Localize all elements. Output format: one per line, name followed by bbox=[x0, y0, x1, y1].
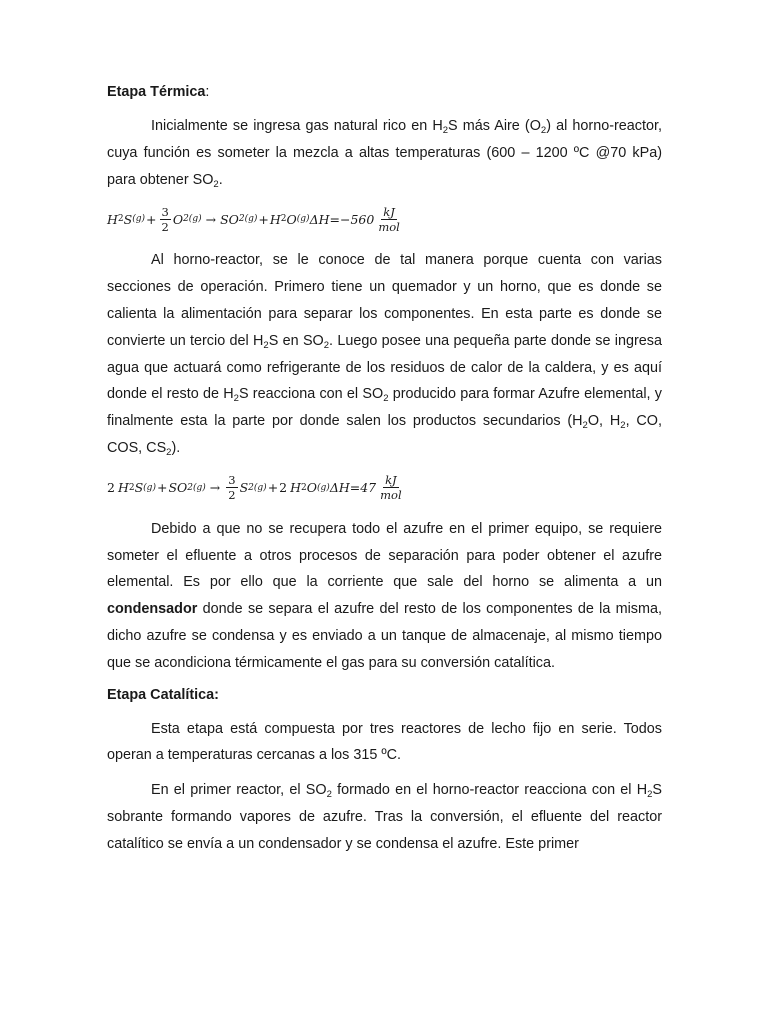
subscript: 2 bbox=[323, 339, 330, 351]
eq-symbol: H bbox=[290, 480, 302, 496]
subscript: 2 bbox=[263, 339, 269, 351]
eq-symbol: S bbox=[134, 480, 144, 496]
fraction-numerator: kJ bbox=[385, 473, 397, 488]
text-run: Debido a que no se recupera todo el azufre en el primer equipo, se requiere someter el efluente a otros procesos de separación para poder obtener el azufre elemental. Es por ello que la corriente que sale del horno se alimenta a un bbox=[107, 520, 662, 591]
eq-operator: + bbox=[258, 211, 269, 227]
eq-arrow: → bbox=[205, 211, 217, 227]
text-run: S reacciona con el SO bbox=[238, 386, 384, 403]
eq-fraction bbox=[226, 473, 237, 502]
subscript: 2 bbox=[647, 789, 653, 801]
heading-text: Etapa Térmica bbox=[107, 84, 206, 100]
text-run: formado en el horno-reactor reacciona con el H bbox=[331, 782, 648, 799]
fraction-denominator: 2 bbox=[228, 488, 236, 503]
equation-1: H 2 S (g) + $\frac{3}{2}$ O 2(g) → SO 2(g) + H 2 O (g) ΔH=−560 $\frac{kJ}{\text{mol}}$ bbox=[107, 204, 400, 234]
text-run: S en SO bbox=[268, 332, 324, 349]
subscript: 2 bbox=[540, 125, 547, 136]
text-run: donde se separa el azufre del resto de los componentes de la misma, dicho azufre se condensa y es enviado a un tanque de almacenaje, al mismo tiempo que se acondiciona térmicamente el gas para su conversión catalítica. bbox=[107, 601, 662, 671]
eq-symbol: S bbox=[123, 211, 133, 227]
subscript: 2 bbox=[383, 393, 389, 405]
fraction-numerator: kJ bbox=[383, 204, 395, 219]
eq-symbol: H bbox=[269, 211, 281, 227]
eq-operator: + bbox=[267, 480, 279, 496]
fraction-numerator: 3 bbox=[161, 204, 169, 219]
fraction-denominator: mol bbox=[378, 219, 400, 234]
section-heading-etapa-catalitica: Etapa Catalítica: bbox=[107, 686, 219, 703]
subscript: 2 bbox=[442, 125, 449, 136]
eq-coefficient: 2 bbox=[107, 480, 115, 496]
text-run: S sobrante formando vapores de azufre. Tras la conversión, el efluente del reactor catalítico se envía a un condensador y se condensa el azufre. Este primer bbox=[107, 782, 663, 852]
bold-term-condensador: condensador bbox=[107, 601, 198, 618]
eq-symbol: H bbox=[117, 480, 129, 496]
eq-symbol: SO bbox=[220, 211, 239, 227]
text-run: S más Aire (O bbox=[448, 118, 541, 134]
subscript: 2 bbox=[582, 420, 588, 432]
eq-enthalpy: ΔH=47 bbox=[329, 480, 377, 496]
paragraph-primer-reactor bbox=[107, 777, 662, 857]
eq-unit-fraction bbox=[376, 205, 402, 234]
eq-enthalpy: ΔH=−560 bbox=[309, 211, 375, 227]
text-run: Inicialmente se ingresa gas natural rico en H bbox=[151, 118, 443, 134]
document-page bbox=[107, 82, 662, 866]
text-run: , CO, COS, CS bbox=[107, 413, 662, 456]
paragraph-condensador bbox=[107, 516, 662, 677]
text-run: O, H bbox=[587, 413, 621, 430]
eq-symbol: O bbox=[306, 480, 318, 496]
text-run: . Luego posee una pequeña parte donde se ingresa agua que actuará como refrigerante de los residuos de calor de la caldera, y es aquí donde el resto de H bbox=[107, 332, 662, 403]
eq-symbol: O bbox=[286, 211, 297, 227]
subscript: 2 bbox=[620, 420, 626, 432]
eq-symbol: H bbox=[107, 211, 118, 227]
eq-operator: + bbox=[146, 211, 157, 227]
eq-symbol: O bbox=[172, 211, 184, 227]
eq-fraction bbox=[160, 205, 171, 234]
text-run: ) al horno-reactor, cuya función es someter la mezcla a altas temperaturas (600 – 1200 ºC @70 kPa) para obtener SO bbox=[107, 118, 662, 188]
fraction-numerator: 3 bbox=[228, 473, 236, 488]
text-run: producido para formar Azufre elemental, y finalmente esta la parte por donde salen los productos secundarios (H bbox=[107, 386, 663, 430]
paragraph-horno-reactor bbox=[107, 247, 662, 461]
eq-coefficient: 2 bbox=[279, 480, 288, 496]
subscript: 2 bbox=[166, 446, 172, 458]
paragraph-reactores: Esta etapa está compuesta por tres reactores de lecho fijo en serie. Todos operan a temperaturas cercanas a los 315 ºC. bbox=[107, 720, 662, 764]
paragraph-intro bbox=[107, 113, 662, 193]
eq-symbol: SO bbox=[168, 480, 188, 496]
subscript: 2 bbox=[326, 789, 332, 801]
text-run: ). bbox=[171, 439, 181, 456]
fraction-denominator: mol bbox=[380, 488, 402, 503]
subscript: 2 bbox=[213, 178, 219, 190]
fraction-denominator: 2 bbox=[161, 219, 169, 234]
text-run: En el primer reactor, el SO bbox=[151, 782, 327, 799]
eq-arrow: → bbox=[209, 480, 221, 496]
text-run: Al horno-reactor, se le conoce de tal manera porque cuenta con varias secciones de operación. Primero tiene un quemador y un horno, que es donde se calienta la alimentación para separar los componentes. En esta parte es donde se convierte un tercio del H bbox=[107, 252, 662, 349]
eq-operator: + bbox=[156, 480, 168, 496]
eq-unit-fraction bbox=[378, 473, 404, 502]
subscript: 2 bbox=[233, 393, 239, 405]
equation-2: 2 H 2 S (g) + SO 2(g) → $\frac{3}{2}$ S 2(g) + 2 H 2 O (g) ΔH=47 $\frac{kJ}{\text{mol}}$ bbox=[107, 473, 402, 503]
heading-colon: : bbox=[205, 84, 210, 100]
section-heading-etapa-termica bbox=[107, 82, 662, 102]
text-run: . bbox=[218, 171, 223, 188]
eq-symbol: S bbox=[239, 480, 249, 496]
